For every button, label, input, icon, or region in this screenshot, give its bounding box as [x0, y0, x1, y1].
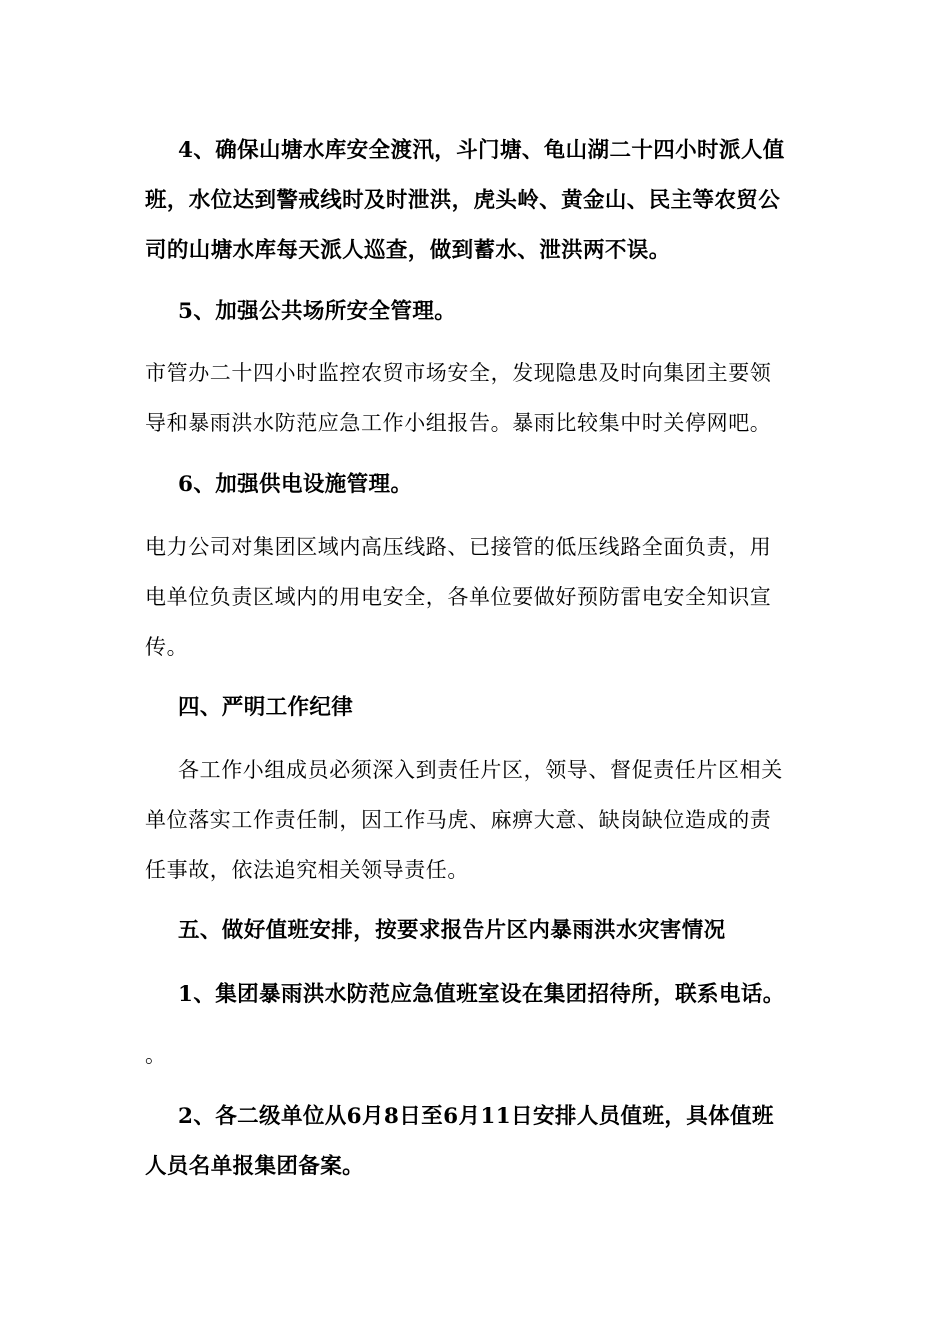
item-2-line-1: 2、各二级单位从6月8日至6月11日安排人员值班，具体值班	[178, 1104, 774, 1129]
section-4-body-line-1: 各工作小组成员必须深入到责任片区，领导、督促责任片区相关	[178, 758, 783, 782]
item-1-line-1: 1、集团暴雨洪水防范应急值班室设在集团招待所，联系电话。	[178, 982, 785, 1007]
paragraph-4-line-3: 司的山塘水库每天派人巡查，做到蓄水、泄洪两不误。	[145, 238, 671, 263]
section-4-body-line-3: 任事故，依法追究相关领导责任。	[145, 858, 469, 882]
paragraph-4-line-1: 4、确保山塘水库安全渡汛，斗门塘、龟山湖二十四小时派人值	[178, 138, 785, 163]
item-2-line-2: 人员名单报集团备案。	[145, 1154, 365, 1179]
item-6-body-line-3: 传。	[145, 635, 189, 659]
item-5-body-line-1: 市管办二十四小时监控农贸市场安全，发现隐患及时向集团主要领	[145, 361, 772, 385]
section-5-heading: 五、做好值班安排，按要求报告片区内暴雨洪水灾害情况	[178, 918, 726, 943]
item-6-heading: 6、加强供电设施管理。	[178, 472, 413, 497]
paragraph-4-line-2: 班，水位达到警戒线时及时泄洪，虎头岭、黄金山、民主等农贸公	[145, 188, 781, 213]
item-6-body-line-1: 电力公司对集团区域内高压线路、已接管的低压线路全面负责，用	[145, 535, 772, 559]
item-5-body-line-2: 导和暴雨洪水防范应急工作小组报告。暴雨比较集中时关停网吧。	[145, 411, 772, 435]
item-1-line-2: 。	[145, 1043, 167, 1067]
section-4-heading: 四、严明工作纪律	[178, 695, 354, 720]
item-5-heading: 5、加强公共场所安全管理。	[178, 299, 457, 324]
section-4-body-line-2: 单位落实工作责任制，因工作马虎、麻痹大意、缺岗缺位造成的责	[145, 808, 772, 832]
item-6-body-line-2: 电单位负责区域内的用电安全，各单位要做好预防雷电安全知识宣	[145, 585, 772, 609]
